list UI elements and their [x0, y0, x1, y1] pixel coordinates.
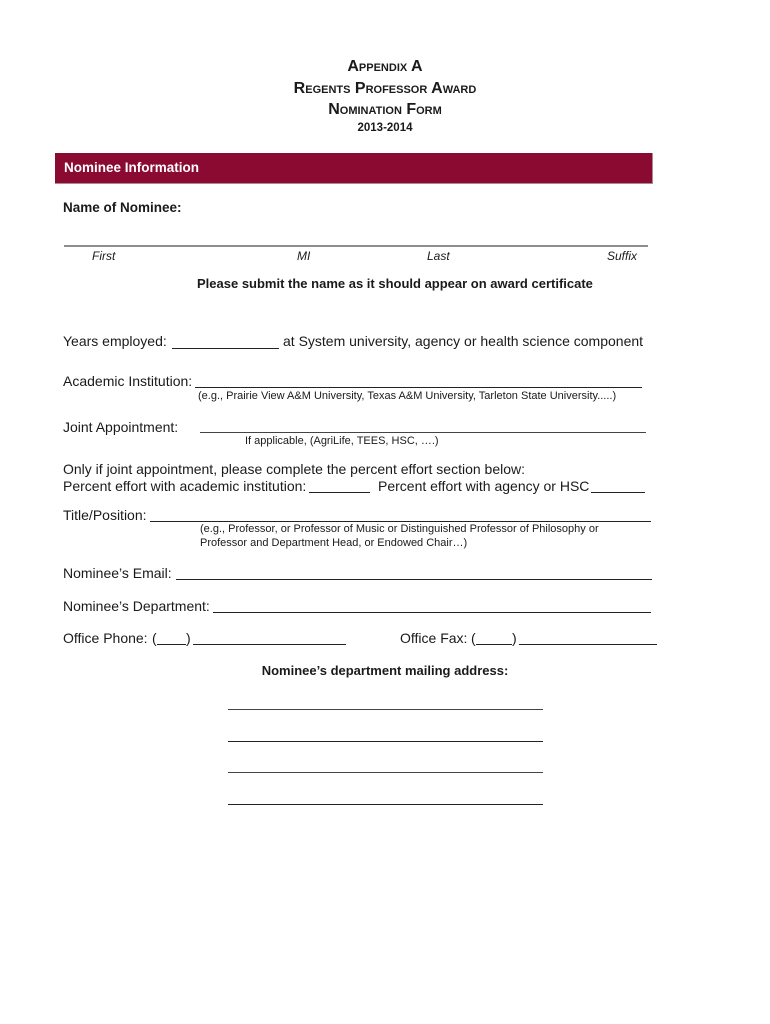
fax-area-close-paren: ): [512, 630, 517, 646]
middle-initial-caption: MI: [297, 249, 311, 263]
phone-number-line: [193, 644, 346, 645]
phone-area-open-paren: (: [152, 630, 157, 646]
mailing-address-line-3: [228, 772, 543, 773]
fax-area-open-paren: (: [471, 630, 476, 646]
section-title: Nominee Information: [64, 160, 200, 175]
percent-effort-academic-input[interactable]: [309, 476, 370, 492]
years-employed-label: Years employed:: [63, 333, 167, 349]
suffix-caption: Suffix: [607, 249, 638, 263]
first-name-caption: First: [92, 249, 116, 263]
award-title: Regents Professor Award: [293, 80, 477, 97]
joint-appointment-input[interactable]: [200, 416, 646, 432]
fax-number-line: [519, 644, 657, 645]
fax-number-input[interactable]: [519, 628, 657, 644]
email-line: [176, 579, 652, 580]
section-header-nominee-information: [55, 153, 653, 184]
phone-area-code-input[interactable]: [157, 628, 186, 644]
mailing-address-line-3-input[interactable]: [228, 755, 543, 771]
phone-number-input[interactable]: [193, 628, 346, 644]
mailing-address-line-1: [228, 709, 543, 710]
percent-effort-academic-label: Percent effort with academic institution:: [63, 478, 307, 494]
percent-effort-intro: Only if joint appointment, please complete the percent effort section below:: [63, 461, 526, 477]
phone-area-close-paren: ): [186, 630, 191, 646]
mailing-address-line-4-input[interactable]: [228, 787, 543, 803]
joint-appointment-hint: If applicable, (AgriLife, TEES, HSC, ….): [245, 435, 439, 447]
academic-institution-line: [195, 387, 642, 388]
title-position-line: [150, 521, 651, 522]
mailing-address-label: Nominee’s department mailing address:: [261, 663, 509, 678]
title-position-input[interactable]: [150, 505, 651, 521]
academic-institution-label: Academic Institution:: [63, 373, 193, 389]
mailing-address-line-2-input[interactable]: [228, 724, 543, 740]
department-line: [213, 612, 651, 613]
nominee-name-input[interactable]: [64, 222, 648, 244]
title-position-hint-line1: (e.g., Professor, or Professor of Music or Distinguished Professor of Philosophy or: [200, 523, 599, 535]
academic-institution-hint: (e.g., Prairie View A&M University, Texas A&M University, Tarleton State University.....): [198, 390, 617, 402]
percent-effort-agency-input[interactable]: [591, 476, 645, 492]
percent-effort-agency-line: [591, 492, 645, 493]
years-employed-line: [172, 348, 279, 349]
percent-effort-academic-line: [309, 492, 370, 493]
name-of-nominee-label: Name of Nominee:: [63, 200, 182, 215]
form-year: 2013-2014: [357, 122, 413, 134]
percent-effort-agency-label: Percent effort with agency or HSC: [378, 478, 590, 494]
years-employed-suffix: at System university, agency or health science component: [283, 333, 644, 349]
last-name-caption: Last: [427, 249, 450, 263]
office-phone-label: Office Phone:: [63, 630, 148, 646]
mailing-address-line-4: [228, 804, 543, 805]
mailing-address-line-1-input[interactable]: [228, 692, 543, 708]
title-position-hint-line2: Professor and Department Head, or Endowed Chair…): [200, 537, 468, 549]
title-position-label: Title/Position:: [63, 507, 147, 523]
department-input[interactable]: [213, 596, 651, 612]
email-label: Nominee’s Email:: [63, 565, 172, 581]
department-label: Nominee’s Department:: [63, 598, 210, 614]
years-employed-input[interactable]: [172, 331, 279, 349]
fax-area-code-input[interactable]: [476, 628, 512, 644]
name-instruction: Please submit the name as it should appear on award certificate: [197, 276, 593, 291]
fax-area-code-line: [476, 644, 512, 645]
mailing-address-line-2: [228, 741, 543, 742]
email-input[interactable]: [176, 563, 652, 579]
form-title: Nomination Form: [328, 101, 442, 118]
phone-area-code-line: [157, 644, 186, 645]
office-fax-label: Office Fax:: [400, 630, 468, 646]
appendix-title: Appendix A: [347, 58, 423, 75]
academic-institution-input[interactable]: [195, 370, 642, 388]
joint-appointment-line: [200, 432, 646, 433]
nominee-name-line: [64, 245, 648, 247]
joint-appointment-label: Joint Appointment:: [63, 419, 179, 435]
